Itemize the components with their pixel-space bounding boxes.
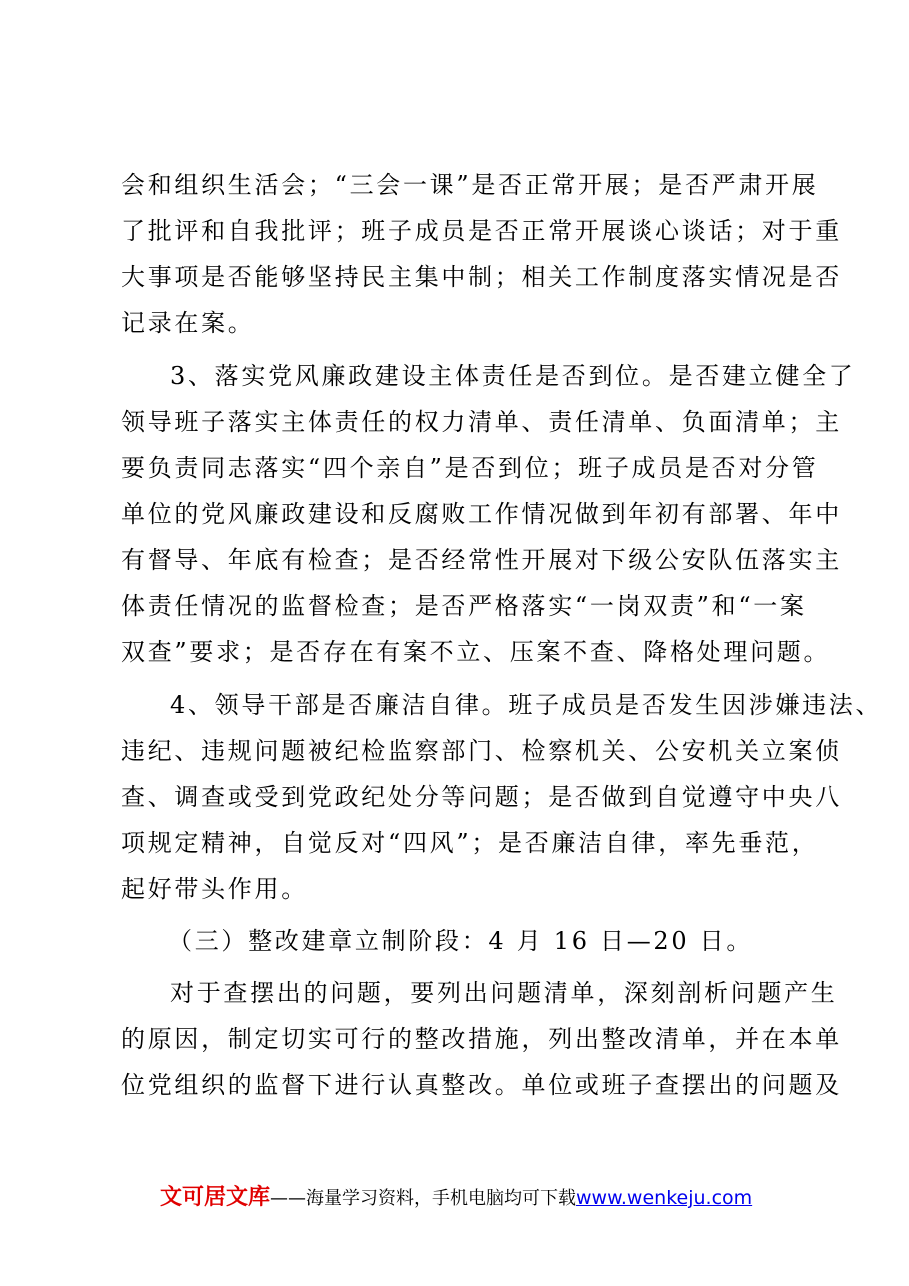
footer-banner: [160, 1180, 840, 1212]
text-line: 了批评和自我批评；班子成员是否正常开展谈心谈话；对于重: [121, 217, 842, 245]
text-line: 3、落实党风廉政建设主体责任是否到位。是否建立健全了: [170, 362, 856, 390]
text-line: 有督导、年底有检查；是否经常性开展对下级公安队伍落实主: [121, 546, 842, 574]
text-line: 会和组织生活会；“三会一课”是否正常开展；是否严肃开展: [121, 171, 819, 199]
text-line: 对于查摆出的问题，要列出问题清单，深刻剖析问题产生: [170, 979, 838, 1007]
text-line: 双查”要求；是否存在有案不立、压案不查、降格处理问题。: [121, 638, 831, 666]
text-line: 要负责同志落实“四个亲自”是否到位；班子成员是否对分管: [121, 454, 819, 482]
text-line: 项规定精神，自觉反对“四风”；是否廉洁自律，率先垂范，: [121, 829, 819, 857]
text-line: 大事项是否能够坚持民主集中制；相关工作制度落实情况是否: [121, 263, 842, 291]
footer-link[interactable]: www.wenkeju.com: [576, 1187, 753, 1209]
text-line: 的原因，制定切实可行的整改措施，列出整改清单，并在本单: [121, 1025, 842, 1053]
text-line: 领导班子落实主体责任的权力清单、责任清单、负面清单；主: [121, 408, 842, 436]
text-line: 记录在案。: [121, 309, 255, 337]
text-line: 查、调查或受到党政纪处分等问题；是否做到自觉遵守中央八: [121, 783, 842, 811]
section-heading: （三）整改建章立制阶段：4 月 16 日—20 日。: [168, 927, 754, 955]
footer-brand: 文可居文库: [160, 1185, 271, 1210]
text-line: 4、领导干部是否廉洁自律。班子成员是否发生因涉嫌违法、: [170, 691, 883, 719]
text-line: 违纪、违规问题被纪检监察部门、检察机关、公安机关立案侦: [121, 737, 842, 765]
text-line: 体责任情况的监督检查；是否严格落实“一岗双责”和“一案: [121, 592, 807, 620]
text-line: 位党组织的监督下进行认真整改。单位或班子查摆出的问题及: [121, 1071, 842, 1099]
footer-tagline: ——海量学习资料，手机电脑均可下载: [270, 1188, 577, 1209]
text-line: 单位的党风廉政建设和反腐败工作情况做到年初有部署、年中: [121, 500, 842, 528]
text-line: 起好带头作用。: [121, 875, 308, 903]
